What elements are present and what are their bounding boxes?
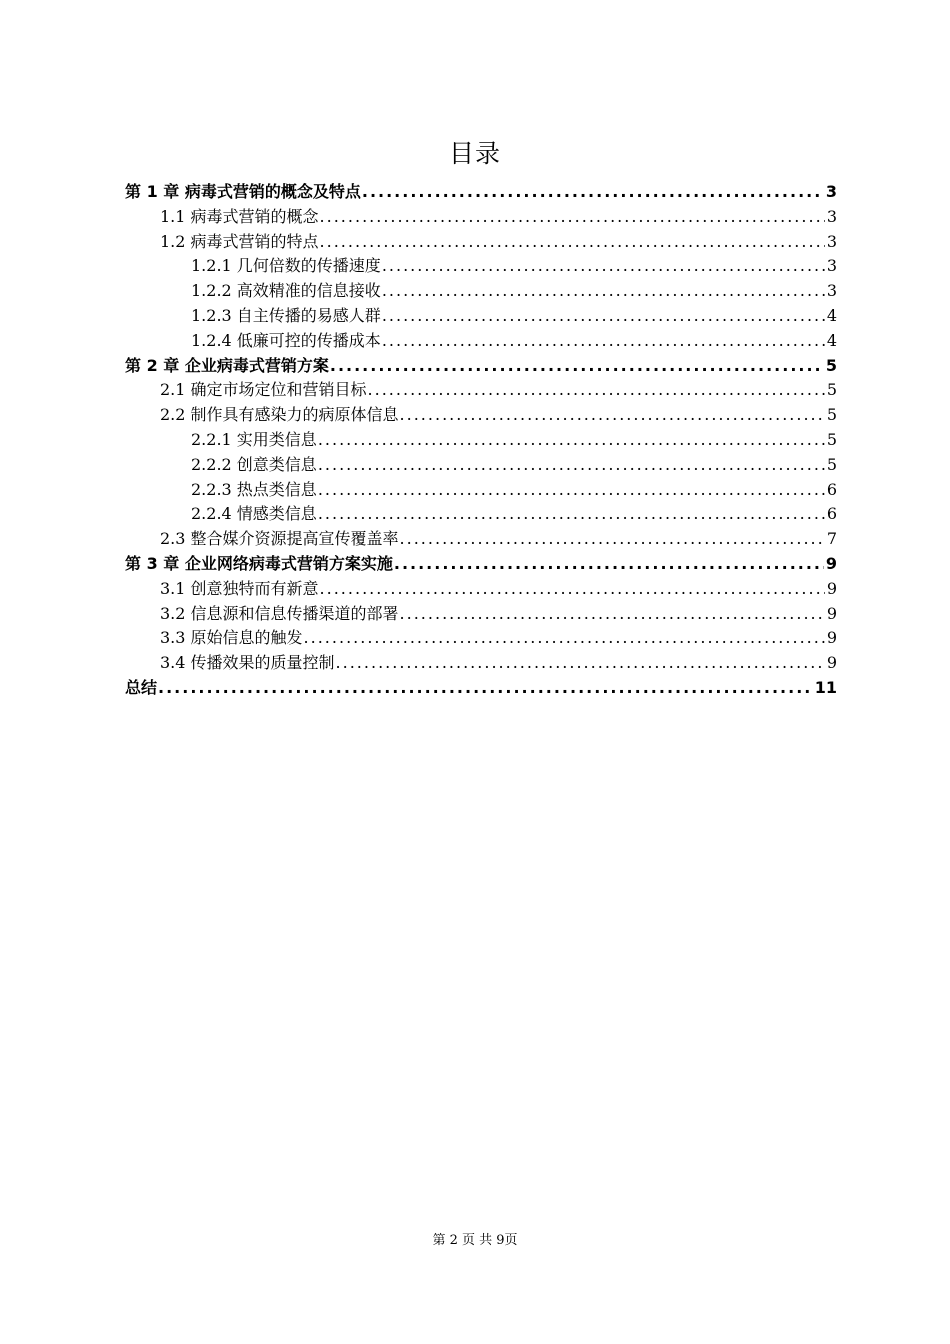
toc-entry-text: 2.2.4 情感类信息	[191, 504, 317, 524]
toc-entry[interactable]	[125, 279, 837, 304]
toc-entry-page-number: 4	[826, 305, 837, 325]
toc-entry[interactable]	[125, 453, 837, 478]
toc-entry[interactable]	[125, 180, 837, 205]
toc-entry-page-number: 7	[826, 529, 837, 549]
toc-entry[interactable]	[125, 577, 837, 602]
toc-leader-dots	[320, 577, 825, 602]
toc-title: 目录	[448, 139, 501, 168]
toc-leader-dots	[368, 378, 825, 403]
toc-entry-page-number: 9	[826, 628, 837, 648]
toc-entry-text: 第 3 章 企业网络病毒式营销方案实施	[125, 553, 393, 573]
toc-entry[interactable]	[125, 329, 837, 354]
page-footer: 第 2 页 共 9页	[432, 1233, 518, 1248]
toc-leader-dots	[382, 254, 825, 279]
toc-entry[interactable]	[125, 354, 837, 379]
toc-entry-page-number: 11	[814, 677, 837, 697]
toc-entry-page-number: 3	[826, 206, 837, 226]
toc-leader-dots	[318, 502, 825, 527]
toc-entry[interactable]	[125, 651, 837, 676]
toc-entry-page-number: 3	[826, 231, 837, 251]
toc-entry-text: 1.2.2 高效精准的信息接收	[191, 281, 381, 301]
toc-leader-dots	[400, 527, 825, 552]
toc-leader-dots	[320, 205, 825, 230]
toc-entry-page-number: 9	[825, 553, 837, 573]
toc-entry[interactable]	[125, 304, 837, 329]
toc-entry-text: 第 1 章 病毒式营销的概念及特点	[125, 182, 361, 201]
toc-entry-page-number: 6	[826, 479, 837, 499]
toc-entry-text: 2.1 确定市场定位和营销目标	[160, 380, 367, 400]
toc-entry-page-number: 9	[826, 603, 837, 623]
toc-entry-text: 1.2.4 低廉可控的传播成本	[191, 330, 381, 350]
toc-leader-dots	[318, 453, 825, 478]
toc-leader-dots	[400, 602, 825, 627]
toc-leader-dots	[158, 676, 813, 701]
toc-entry-page-number: 5	[826, 380, 837, 400]
toc-leader-dots	[362, 180, 824, 205]
toc-entry-page-number: 9	[826, 578, 837, 598]
toc-entry[interactable]	[125, 552, 837, 577]
toc-leader-dots	[330, 354, 824, 379]
toc-entry-page-number: 3	[825, 182, 837, 201]
toc-leader-dots	[400, 403, 825, 428]
toc-entry-text: 2.2 制作具有感染力的病原体信息	[160, 405, 399, 425]
toc-entry-text: 第 2 章 企业病毒式营销方案	[125, 355, 329, 375]
toc-leader-dots	[318, 478, 825, 503]
toc-entry-text: 1.2.1 几何倍数的传播速度	[191, 256, 381, 276]
toc-entry-page-number: 5	[826, 454, 837, 474]
toc-leader-dots	[382, 304, 825, 329]
toc-entry-page-number: 3	[826, 256, 837, 276]
toc-entry-text: 2.2.3 热点类信息	[191, 479, 317, 499]
toc-leader-dots	[318, 428, 825, 453]
toc-leader-dots	[304, 626, 825, 651]
toc-entry-page-number: 5	[826, 405, 837, 425]
toc-entry-text: 3.1 创意独特而有新意	[160, 578, 319, 598]
toc-entry-text: 2.3 整合媒介资源提高宣传覆盖率	[160, 529, 399, 549]
toc-leader-dots	[382, 279, 825, 304]
toc-entry[interactable]	[125, 502, 837, 527]
toc-entry[interactable]	[125, 676, 837, 701]
toc-entry-text: 1.1 病毒式营销的概念	[160, 206, 319, 226]
toc-entry-page-number: 9	[826, 653, 837, 673]
toc-leader-dots	[382, 329, 825, 354]
toc-entry[interactable]	[125, 403, 837, 428]
toc-entry[interactable]	[125, 230, 837, 255]
toc-entry[interactable]	[125, 205, 837, 230]
toc-entry-text: 3.2 信息源和信息传播渠道的部署	[160, 603, 399, 623]
toc-entry-text: 2.2.2 创意类信息	[191, 454, 317, 474]
toc-entry[interactable]	[125, 254, 837, 279]
toc-entry[interactable]	[125, 378, 837, 403]
toc-leader-dots	[320, 230, 825, 255]
toc-entry[interactable]	[125, 428, 837, 453]
toc-entry-text: 1.2 病毒式营销的特点	[160, 231, 319, 251]
toc-entry-text: 3.3 原始信息的触发	[160, 628, 303, 648]
toc-entry-page-number: 3	[826, 281, 837, 301]
toc-entry-text: 3.4 传播效果的质量控制	[160, 653, 335, 673]
toc-leader-dots	[336, 651, 825, 676]
toc-entry[interactable]	[125, 478, 837, 503]
toc-entry-page-number: 5	[825, 355, 837, 375]
toc-entry[interactable]	[125, 626, 837, 651]
toc-entry[interactable]	[125, 527, 837, 552]
toc-entry-page-number: 6	[826, 504, 837, 524]
toc-entry-text: 总结	[125, 677, 158, 697]
toc-leader-dots	[394, 552, 824, 577]
toc-entry-text: 2.2.1 实用类信息	[191, 429, 317, 449]
toc-entry-page-number: 4	[826, 330, 837, 350]
table-of-contents	[125, 180, 837, 701]
toc-entry-text: 1.2.3 自主传播的易感人群	[191, 305, 381, 325]
toc-entry-page-number: 5	[826, 429, 837, 449]
toc-entry[interactable]	[125, 602, 837, 627]
